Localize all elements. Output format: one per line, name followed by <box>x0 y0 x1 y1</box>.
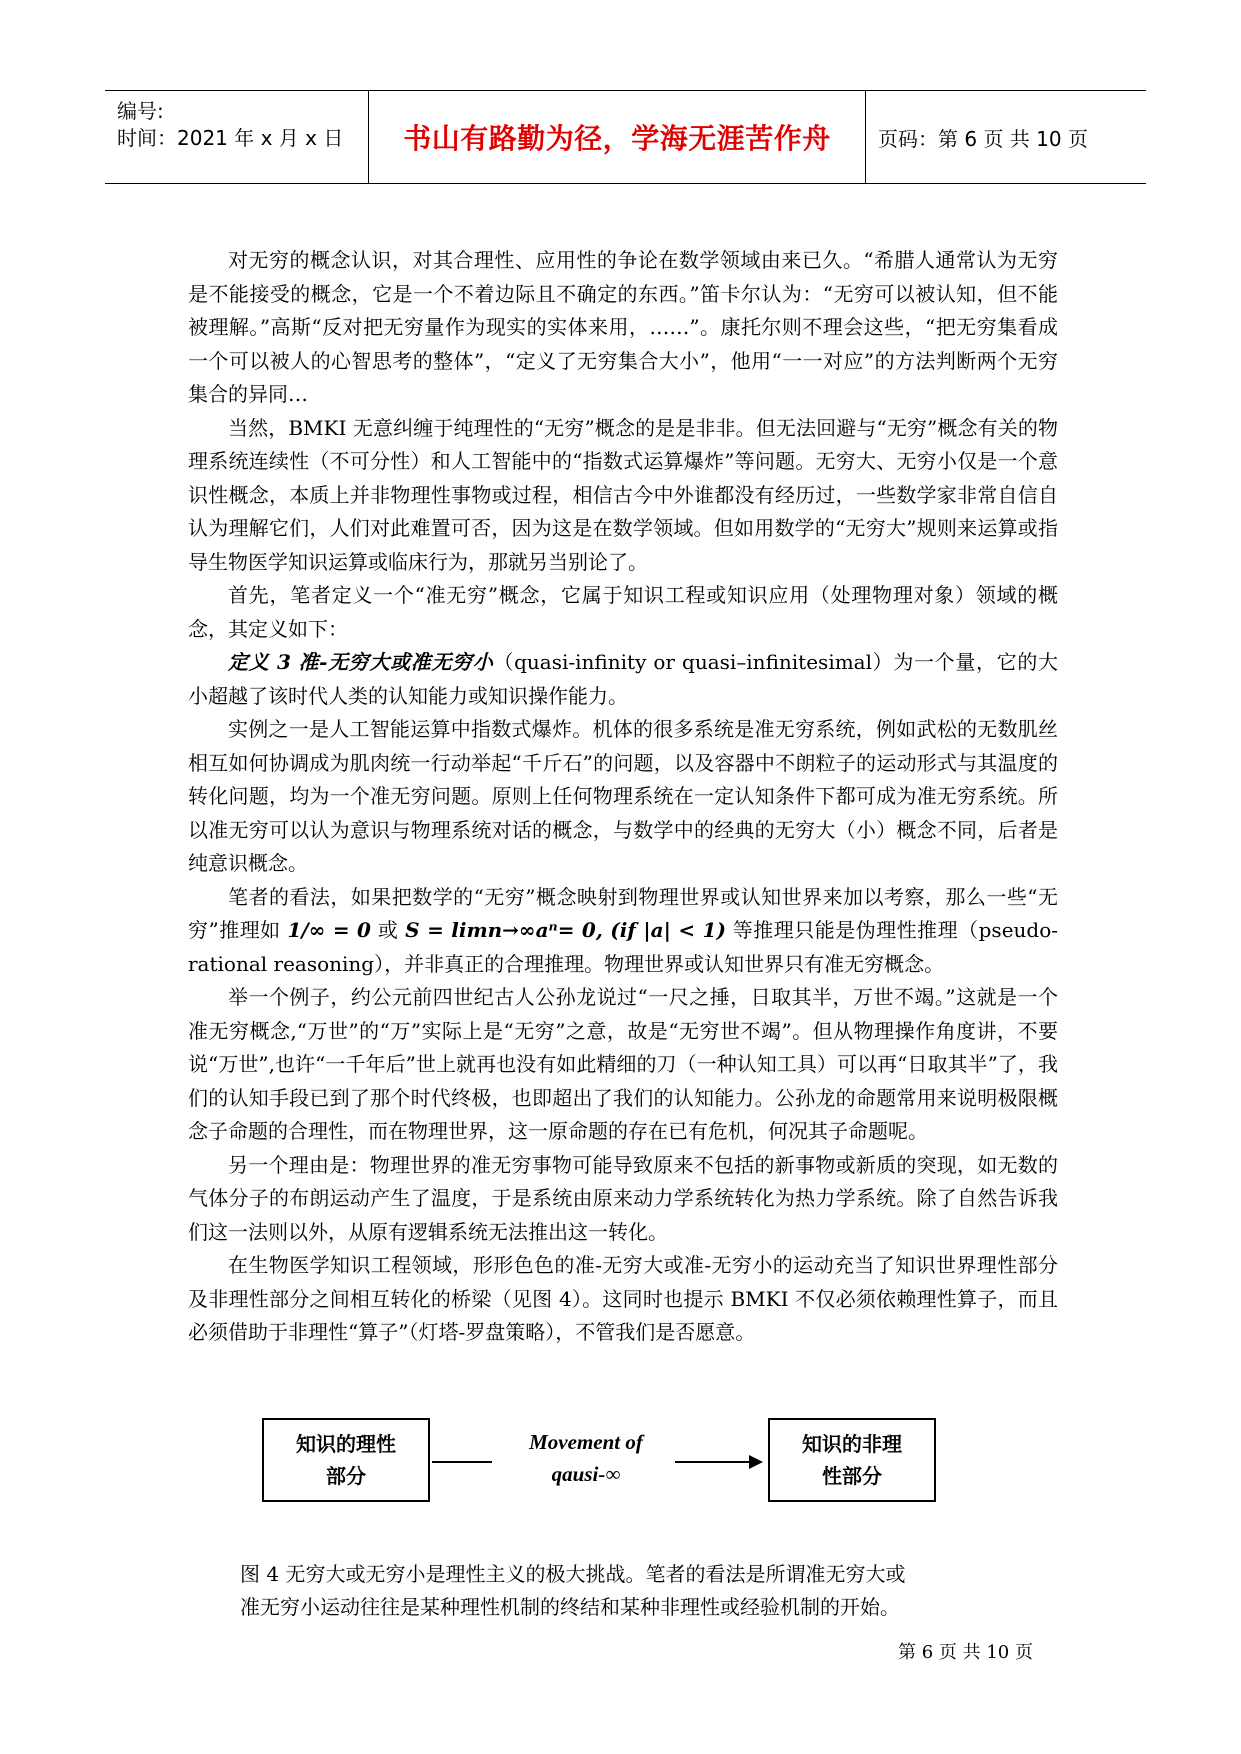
figure-4-caption <box>240 1558 1020 1624</box>
rational-box-line-1: 知识的理性 <box>296 1432 396 1456</box>
movement-label-line-2: qausi-∞ <box>551 1462 621 1486</box>
rational-knowledge-box <box>262 1418 430 1502</box>
caption-line-1: 图 4 无穷大或无穷小是理性主义的极大挑战。笔者的看法是所谓准无穷大或 <box>240 1562 906 1586</box>
figure-4-diagram <box>262 1418 932 1506</box>
definition-text: （quasi-infinity or quasi–infinitesimal）为一个量，它的大小超越了该时代人类的认知能力或知识操作能力。 <box>188 650 1058 708</box>
document-number-label: 编号: <box>117 99 164 123</box>
paragraph-8: 另一个理由是：物理世界的准无穷事物可能导致原来不包括的新事物或新质的突现，如无数的气体分子的布朗运动产生了温度，于是系统由原来动力学系统转化为热力学系统。除了自然告诉我们这一法则以外，从原有逻辑系统无法推出这一转化。 <box>188 1152 1058 1244</box>
paragraph-5: 实例之一是人工智能运算中指数式爆炸。机体的很多系统是准无穷系统，例如武松的无数肌丝相互如何协调成为肌肉统一行动举起“千斤石”的问题，以及容器中不朗粒子的运动形式与其温度的转化问题，均为一个准无穷问题。原则上任何物理系统在一定认知条件下都可成为准无穷系统。所以准无穷可以认为意识与物理系统对话的概念，与数学中的经典的无穷大（小）概念不同，后者是纯意识概念。 <box>188 717 1058 875</box>
paragraph-6-part-b: 或 <box>370 918 406 942</box>
paragraph-3: 首先，笔者定义一个“准无穷”概念，它属于知识工程或知识应用（处理物理对象）领域的概念，其定义如下： <box>188 583 1058 641</box>
paragraph-6 <box>188 881 1058 982</box>
paragraph-6-part-a: 笔者的看法，如果把数学的“无穷”概念映射到物理世界或认知世界来加以考察，那么一些“无穷”推理如 <box>188 884 1058 942</box>
formula-limit: S = limn→∞aⁿ= 0, (if |a| < 1) <box>405 918 726 942</box>
movement-label-line-1: Movement of <box>529 1430 643 1454</box>
page-header <box>105 90 1146 184</box>
paragraph-definition <box>188 646 1058 713</box>
nonrational-box-line-1: 知识的非理 <box>802 1432 902 1456</box>
header-middle-cell <box>368 91 866 183</box>
nonrational-knowledge-box <box>768 1418 936 1502</box>
caption-line-2: 准无穷小运动往往是某种理性机制的终结和某种非理性或经验机制的开始。 <box>240 1595 900 1619</box>
movement-label <box>502 1426 670 1490</box>
paragraph-2: 当然，BMKI 无意纠缠于纯理性的“无穷”概念的是是非非。但无法回避与“无穷”概念有关的物理系统连续性（不可分性）和人工智能中的“指数式运算爆炸”等问题。无穷大、无穷小仅是一个意识性概念，本质上并非物理性事物或过程，相信古今中外谁都没有经历过，一些数学家非常自信自认为理解它们，人们对此难置可否，因为这是在数学领域。但如用数学的“无穷大”规则来运算或指导生物医学知识运算或临床行为，那就另当别论了。 <box>188 415 1058 574</box>
rational-box-line-2: 部分 <box>326 1464 366 1488</box>
definition-label: 定义 3 准-无穷大或准无穷小 <box>228 650 494 674</box>
header-page-info: 页码：第 6 页 共 10 页 <box>878 127 1088 151</box>
header-right-cell <box>866 91 1146 183</box>
arrow-shaft <box>675 1461 753 1463</box>
formula-reciprocal-infinity: 1/∞ = 0 <box>287 918 371 942</box>
page-footer: 第 6 页 共 10 页 <box>898 1642 1033 1663</box>
body-text <box>188 244 1058 1350</box>
header-motto: 书山有路勤为径，学海无涯苦作舟 <box>403 122 831 155</box>
paragraph-9: 在生物医学知识工程领域，形形色色的准-无穷大或准-无穷小的运动充当了知识世界理性部分及非理性部分之间相互转化的桥梁（见图 4）。这同时也提示 BMKI 不仅必须依赖理性算子，而且必须借助于非理性“算子”（灯塔-罗盘策略），不管我们是否愿意。 <box>188 1253 1058 1344</box>
paragraph-6-part-c: 等推理只能是伪理性推理（pseudo-rational reasoning），并非真正的合理推理。物理世界或认知世界只有准无穷概念。 <box>188 918 1059 976</box>
arrow-right-icon <box>749 1455 763 1469</box>
connector-line <box>432 1461 492 1463</box>
paragraph-7: 举一个例子，约公元前四世纪古人公孙龙说过“一尺之捶，日取其半，万世不竭。”这就是一个准无穷概念,“万世”的“万”实际上是“无穷”之意，故是“无穷世不竭”。但从物理操作角度讲，不要说“万世”,也许“一千年后”世上就再也没有如此精细的刀（一种认知工具）可以再“日取其半”了，我们的认知手段已到了那个时代终极，也即超出了我们的认知能力。公孙龙的命题常用来说明极限概念子命题的合理性，而在物理世界，这一原命题的存在已有危机，何况其子命题呢。 <box>188 985 1058 1143</box>
header-left-cell <box>105 91 367 183</box>
document-time-label: 时间：2021 年 x 月 x 日 <box>117 126 344 150</box>
paragraph-1: 对无穷的概念认识，对其合理性、应用性的争论在数学领域由来已久。“希腊人通常认为无穷是不能接受的概念，它是一个不着边际且不确定的东西。”笛卡尔认为：“无穷可以被认知，但不能被理解。”高斯“反对把无穷量作为现实的实体来用，……”。康托尔则不理会这些，“把无穷集看成一个可以被人的心智思考的整体”，“定义了无穷集合大小”，他用“一一对应”的方法判断两个无穷集合的异同… <box>188 248 1058 406</box>
nonrational-box-line-2: 性部分 <box>822 1464 882 1488</box>
